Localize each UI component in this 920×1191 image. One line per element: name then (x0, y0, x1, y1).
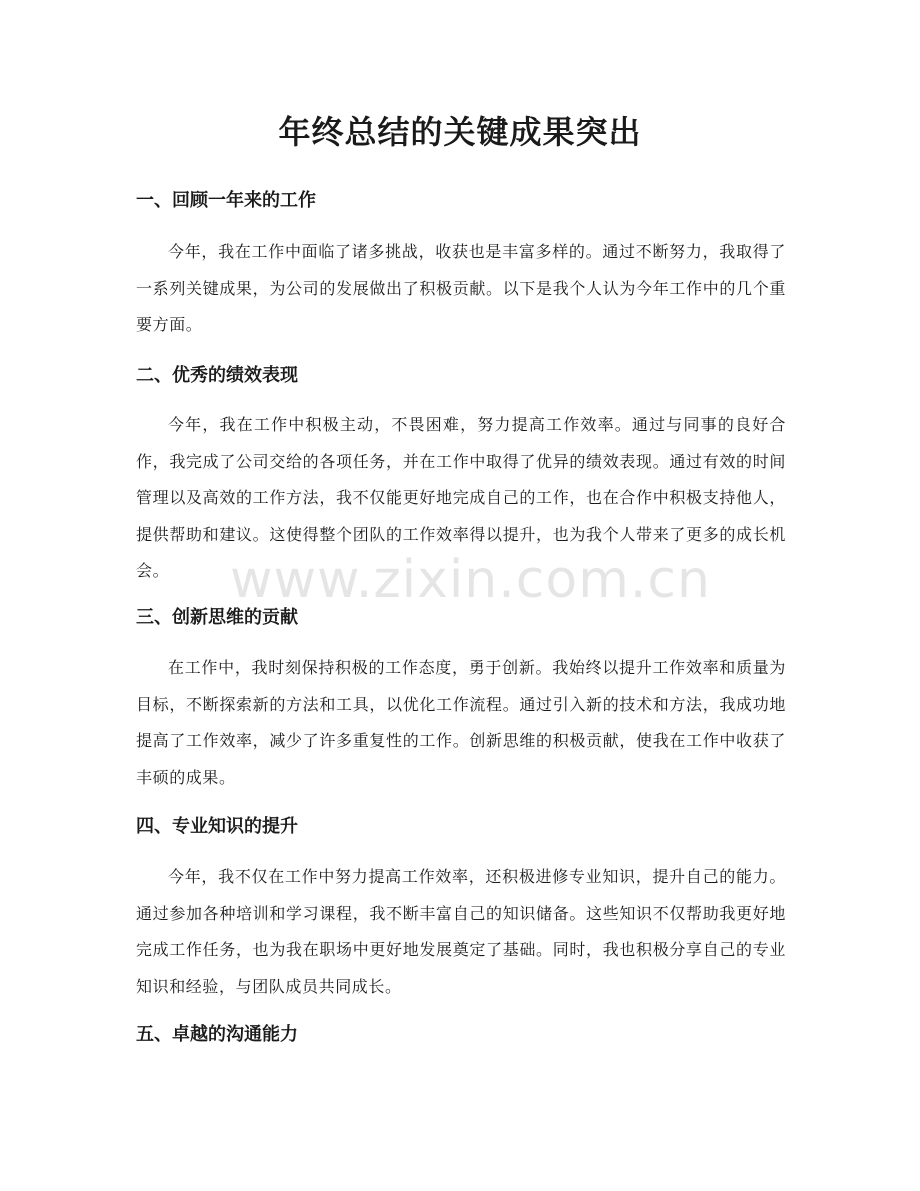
section-paragraph-2: 今年，我在工作中积极主动，不畏困难，努力提高工作效率。通过与同事的良好合作，我完成了公司交给的各项任务，并在工作中取得了优异的绩效表现。通过有效的时间管理以及高效的工作方法，我不仅能更好地完成自己的工作，也在合作中积极支持他人，提供帮助和建议。这使得整个团队的工作效率得以提升，也为我个人带来了更多的成长机会。 (136, 415, 786, 580)
section-heading-2: 二、优秀的绩效表现 (136, 365, 298, 386)
section-paragraph-4: 今年，我不仅在工作中努力提高工作效率，还积极进修专业知识，提升自己的能力。通过参加各种培训和学习课程，我不断丰富自己的知识储备。这些知识不仅帮助我更好地完成工作任务，也为我在职场中更好地发展奠定了基础。同时，我也积极分享自己的专业知识和经验，与团队成员共同成长。 (136, 867, 786, 996)
section-heading-3: 三、创新思维的贡献 (136, 607, 298, 628)
section-paragraph-3: 在工作中，我时刻保持积极的工作态度，勇于创新。我始终以提升工作效率和质量为目标，不断探索新的方法和工具，以优化工作流程。通过引入新的技术和方法，我成功地提高了工作效率，减少了许多重复性的工作。创新思维的积极贡献，使我在工作中收获了丰硕的成果。 (136, 658, 786, 787)
section-heading-5: 五、卓越的沟通能力 (136, 1024, 298, 1045)
page-title: 年终总结的关键成果突出 (278, 113, 642, 151)
section-paragraph-1: 今年，我在工作中面临了诸多挑战，收获也是丰富多样的。通过不断努力，我取得了一系列关键成果，为公司的发展做出了积极贡献。以下是我个人认为今年工作中的几个重要方面。 (136, 242, 786, 334)
section-heading-4: 四、专业知识的提升 (136, 816, 298, 837)
watermark: www.zixin.com.cn (230, 550, 711, 610)
section-heading-1: 一、回顾一年来的工作 (136, 190, 316, 211)
